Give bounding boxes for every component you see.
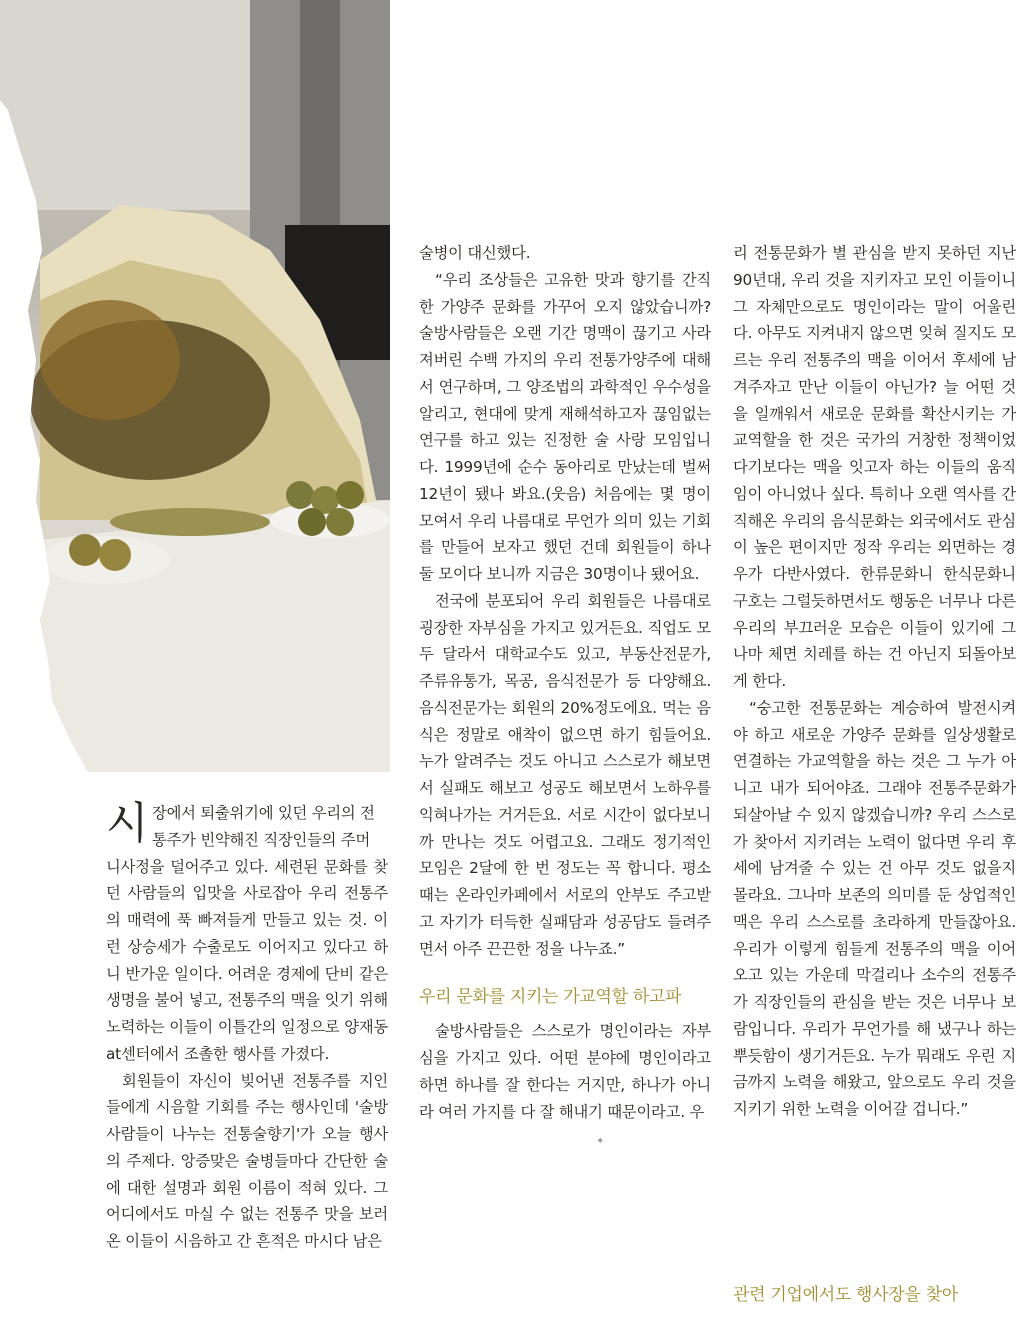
intro-line-2: 통주가 빈약해진 직장인들의 주머: [152, 830, 371, 849]
paragraph: 전국에 분포되어 우리 회원들은 나름대로 굉장한 자부심을 가지고 있거든요. 직업도 모두 달라서 대학교수도 있고, 부동산전문가, 주류유통가, 목공, 음식전문가 등 다양해요. 음식전문가는 회원의 20%정도에요. 먹는 음식은 정말로 애착이 없으면 하기 힘들어요. 누가 알려주는 것도 아니고 스스로가 해보면서 실패도 해보고 성공도 해보면서 노하우를 익혀나가는 거거든요. 서로 시간이 없다보니까 만나는 것도 어렵고요. 그래도 정기적인 모임은 2달에 한 번 정도는 꼭 합니다. 평소 때는 온라인카페에서 서로의 안부도 주고받고 자기가 터득한 실패담과 성공담도 들려주면서 아주 끈끈한 정을 나누죠.”: [419, 591, 711, 958]
column-1: [106, 800, 388, 1255]
photo-illustration: [0, 0, 390, 772]
paragraph: 술방사람들은 스스로가 명인이라는 자부심을 가지고 있다. 어떤 분야에 명인이라고 하면 하나를 잘 한다는 거지만, 하나가 아니라 여러 가지를 다 잘 해내기 때문이라고. 우: [419, 1022, 711, 1121]
section-subhead: 우리 문화를 지키는 가교역할 하고파: [419, 987, 682, 1008]
rice-cake: [286, 481, 314, 509]
quote-paragraph: “우리 조상들은 고유한 맛과 향기를 간직한 가양주 문화를 가꾸어 오지 않았습니까? 술방사람들은 오랜 기간 명맥이 끊기고 사라져버린 수백 가지의 우리 전통가양주에 대해서 연구하며, 그 양조법의 과학적인 우수성을 알리고, 현대에 맞게 재해석하고자 끊임없는 연구를 하고 있는 진정한 술 사랑 모임입니다. 1999년에 순수 동아리로 만났는데 벌써 12년이 됐나 봐요.(웃음) 처음에는 몇 명이 모여서 우리 나름대로 무언가 의미 있는 기회를 만들어 보자고 했던 건데 회원들이 하나 둘 모이다 보니까 지금은 30명이나 됐어요.: [419, 270, 711, 583]
rice-cake: [298, 508, 326, 536]
ornament-icon: ✦: [596, 1136, 605, 1147]
rice-cake: [336, 481, 364, 509]
paragraph: 회원들이 자신이 빚어낸 전통주를 지인들에게 시음할 기회를 주는 행사인데 '술방사람들이 나누는 전통술향기'가 오늘 행사의 주제다. 앙증맞은 술병들마다 간단한 술에 대한 설명과 회원 이름이 적혀 있다. 그 어디에서도 마실 수 없는 전통주 맛을 보러 온 이들이 시음하고 간 흔적은 마시다 남은: [106, 1071, 388, 1250]
dried-leaves: [40, 300, 180, 420]
quote-paragraph: “숭고한 전통문화는 계승하여 발전시켜야 하고 새로운 가양주 문화를 일상생활로 연결하는 가교역할을 하는 것은 그 누가 아니고 내가 되어야죠. 그래야 전통주문화가 되살아날 수 있지 않겠습니까? 우리 스스로가 찾아서 지키려는 노력이 없다면 우리 후세에 남겨줄 수 있는 건 아무 것도 없을지 몰라요. 그나마 보존의 의미를 둔 상업적인 맥은 우리 스스로를 초라하게 만들잖아요. 우리가 이렇게 힘들게 전통주의 맥을 이어오고 있는 가운데 막걸리나 소수의 전통주가 직장인들의 관심을 받는 것은 너무나 보람입니다. 우리가 무언가를 해 냈구나 하는 뿌듯함이 생기거든요. 누가 뭐래도 우린 지금까지 노력을 해왔고, 앞으로도 우리 것을 지키기 위한 노력을 이어갈 겁니다.”: [733, 698, 1016, 1118]
rice-cake: [69, 534, 101, 566]
paragraph: 술병이 대신했다.: [419, 244, 531, 262]
rice-cake: [99, 539, 131, 571]
rice-cake: [326, 508, 354, 536]
column-3: [733, 240, 1016, 1123]
event-photo: [0, 0, 390, 772]
intro-line-1: 장에서 퇴출위기에 있던 우리의 전: [152, 804, 375, 822]
drop-cap: 시: [106, 798, 149, 849]
paragraph: 리 전통문화가 별 관심을 받지 못하던 지난 90년대, 우리 것을 지키자고 모인 이들이니 그 자체만으로도 명인이라는 말이 어울린다. 아무도 지켜내지 않으면 잊혀 질지도 모르는 우리 전통주의 맥을 이어서 후세에 남겨주자고 만난 이들이 아닌가? 늘 어떤 것을 일깨워서 새로운 문화를 확산시키는 가교역할을 한 것은 국가의 거창한 정책이었다기보다는 맥을 잇고자 하는 이들의 움직임이 아니었나 싶다. 특히나 오랜 역사를 간직해온 우리의 음식문화는 외국에서도 관심이 높은 편이지만 정작 우리는 외면하는 경우가 다반사였다. 한류문화니 한식문화니 구호는 그럴듯하면서도 행동은 너무나 다른 우리의 부끄러운 모습은 이들이 있기에 그나마 체면 치레를 하는 건 아닌지 되돌아보게 한다.: [733, 244, 1016, 690]
section-subhead: 관련 기업에서도 행사장을 찾아: [733, 1285, 958, 1305]
tray: [110, 508, 270, 536]
paragraph: 니사정을 덜어주고 있다. 세련된 문화를 찾던 사람들의 입맛을 사로잡아 우리 전통주의 매력에 푹 빠져들게 만들고 있는 것. 이런 상승세가 수출로도 이어지고 있다고 하니 반가운 일이다. 어려운 경제에 단비 같은 생명을 불어 넣고, 전통주의 맥을 잇기 위해 노력하는 이들이 이틀간의 일정으로 양재동 at센터에서 조촐한 행사를 가졌다.: [106, 857, 388, 1063]
column-2: [419, 240, 711, 1125]
back-wall: [0, 0, 250, 210]
